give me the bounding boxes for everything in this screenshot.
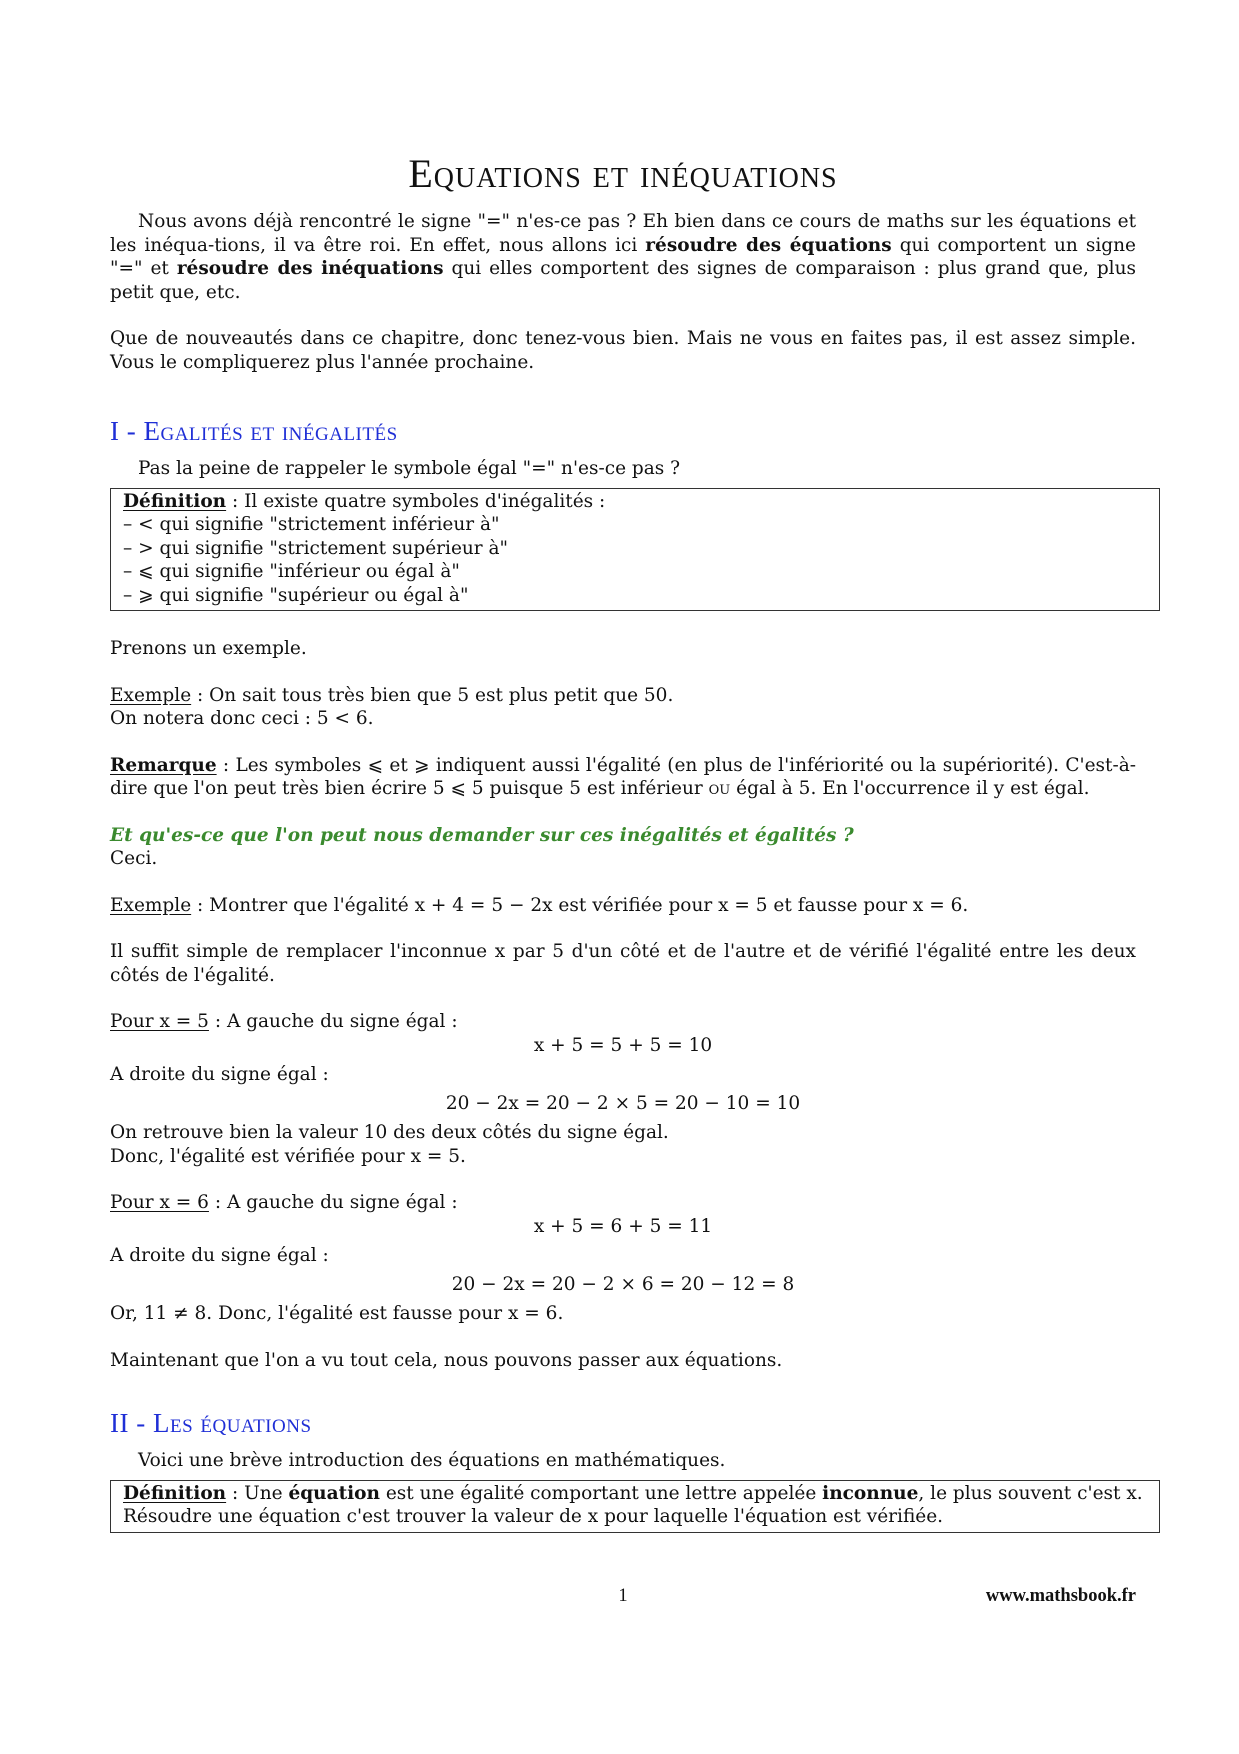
prenons-text: Prenons un exemple. xyxy=(110,638,307,659)
case-x6-conclusion: Or, 11 ≠ 8. Donc, l'égalité est fausse pour x = 6. xyxy=(110,1303,564,1324)
case-x5-right-label: A droite du signe égal : xyxy=(110,1064,329,1085)
section1-lead: Pas la peine de rappeler le symbole égal "=" n'es-ce pas ? xyxy=(138,458,681,479)
section-heading-1: I - Egalités et inégalités xyxy=(110,416,398,446)
equation-x5-left: x + 5 = 5 + 5 = 10 xyxy=(533,1034,713,1056)
equation-x6-right: 20 − 2x = 20 − 2 × 6 = 20 − 12 = 8 xyxy=(451,1273,795,1295)
case-x5-conclusion-2: Donc, l'égalité est vérifiée pour x = 5. xyxy=(110,1145,466,1167)
example-2: Exemple : Montrer que l'égalité x + 4 = 5 − 2x est vérifiée pour x = 5 et fausse pour x = 6. xyxy=(110,894,969,916)
website-link[interactable]: www.mathsbook.fr xyxy=(985,1586,1136,1606)
transition-text: Maintenant que l'on a vu tout cela, nous pouvons passer aux équations. xyxy=(110,1349,783,1371)
definition-item: – > qui signifie "strictement supérieur à" xyxy=(123,537,509,559)
equation-x5-right: 20 − 2x = 20 − 2 × 5 = 20 − 10 = 10 xyxy=(445,1092,801,1114)
example-1-line-2: On notera donc ceci : 5 < 6. xyxy=(110,708,374,729)
definition-heading: Définition : Il existe quatre symboles d'inégalités : xyxy=(123,490,606,512)
section-heading-2: II - Les équations xyxy=(110,1408,312,1438)
ceci-text: Ceci. xyxy=(110,848,158,869)
equation-x6-left: x + 5 = 6 + 5 = 11 xyxy=(533,1215,713,1237)
explanation-paragraph: Il suffit simple de remplacer l'inconnue x par 5 d'un côté et de l'autre et de vérifié l'égalité entre les deux côtés de l'égalité. xyxy=(110,941,1136,986)
document-page xyxy=(110,150,1143,1533)
definition-box-inequalities xyxy=(110,488,1160,612)
example-1: Exemple : On sait tous très bien que 5 est plus petit que 50. xyxy=(110,684,674,706)
intro-paragraph-1: Nous avons déjà rencontré le signe "=" n'es-ce pas ? Eh bien dans ce cours de maths sur les équations et les inéqua-tions, il va être roi. En effet, nous allons ici résoudre des équations qui comportent un signe "=" et résoudre des inéquations qui elles comportent des signes de comparaison : plus grand que, plus petit que, etc. xyxy=(110,211,1136,303)
intro-paragraph-2: Que de nouveautés dans ce chapitre, donc tenez-vous bien. Mais ne vous en faites pas, il est assez simple. Vous le compliquerez plus l'année prochaine. xyxy=(110,328,1136,373)
definition-equation-line-1: Définition : Une équation est une égalité comportant une lettre appelée inconnue, le plus souvent c'est x. xyxy=(123,1482,1143,1504)
page-title: Equations et inéquations xyxy=(408,151,838,196)
page-number: 1 xyxy=(618,1586,628,1606)
section2-lead: Voici une brève introduction des équations en mathématiques. xyxy=(138,1450,726,1471)
case-x5-heading: Pour x = 5 : A gauche du signe égal : xyxy=(110,1011,458,1032)
definition-item: – ⩾ qui signifie "supérieur ou égal à" xyxy=(123,584,469,606)
definition-box-equation xyxy=(110,1480,1160,1533)
remark: Remarque : Les symboles ⩽ et ⩾ indiquent aussi l'égalité (en plus de l'infériorité ou la supériorité). C'est-à-dire que l'on peut très bien écrire 5 ⩽ 5 puisque 5 est inférieur ou égal à 5. En l'occurrence il y est égal. xyxy=(110,754,1136,799)
case-x6-right-label: A droite du signe égal : xyxy=(110,1245,329,1266)
case-x6-heading: Pour x = 6 : A gauche du signe égal : xyxy=(110,1192,458,1213)
definition-item: – ⩽ qui signifie "inférieur ou égal à" xyxy=(123,561,460,582)
definition-equation-line-2: Résoudre une équation c'est trouver la valeur de x pour laquelle l'équation est vérifiée. xyxy=(123,1506,944,1527)
case-x5-conclusion-1: On retrouve bien la valeur 10 des deux côtés du signe égal. xyxy=(110,1122,669,1143)
green-question: Et qu'es-ce que l'on peut nous demander sur ces inégalités et égalités ? xyxy=(110,824,854,846)
definition-item: – < qui signifie "strictement inférieur à" xyxy=(123,514,500,535)
